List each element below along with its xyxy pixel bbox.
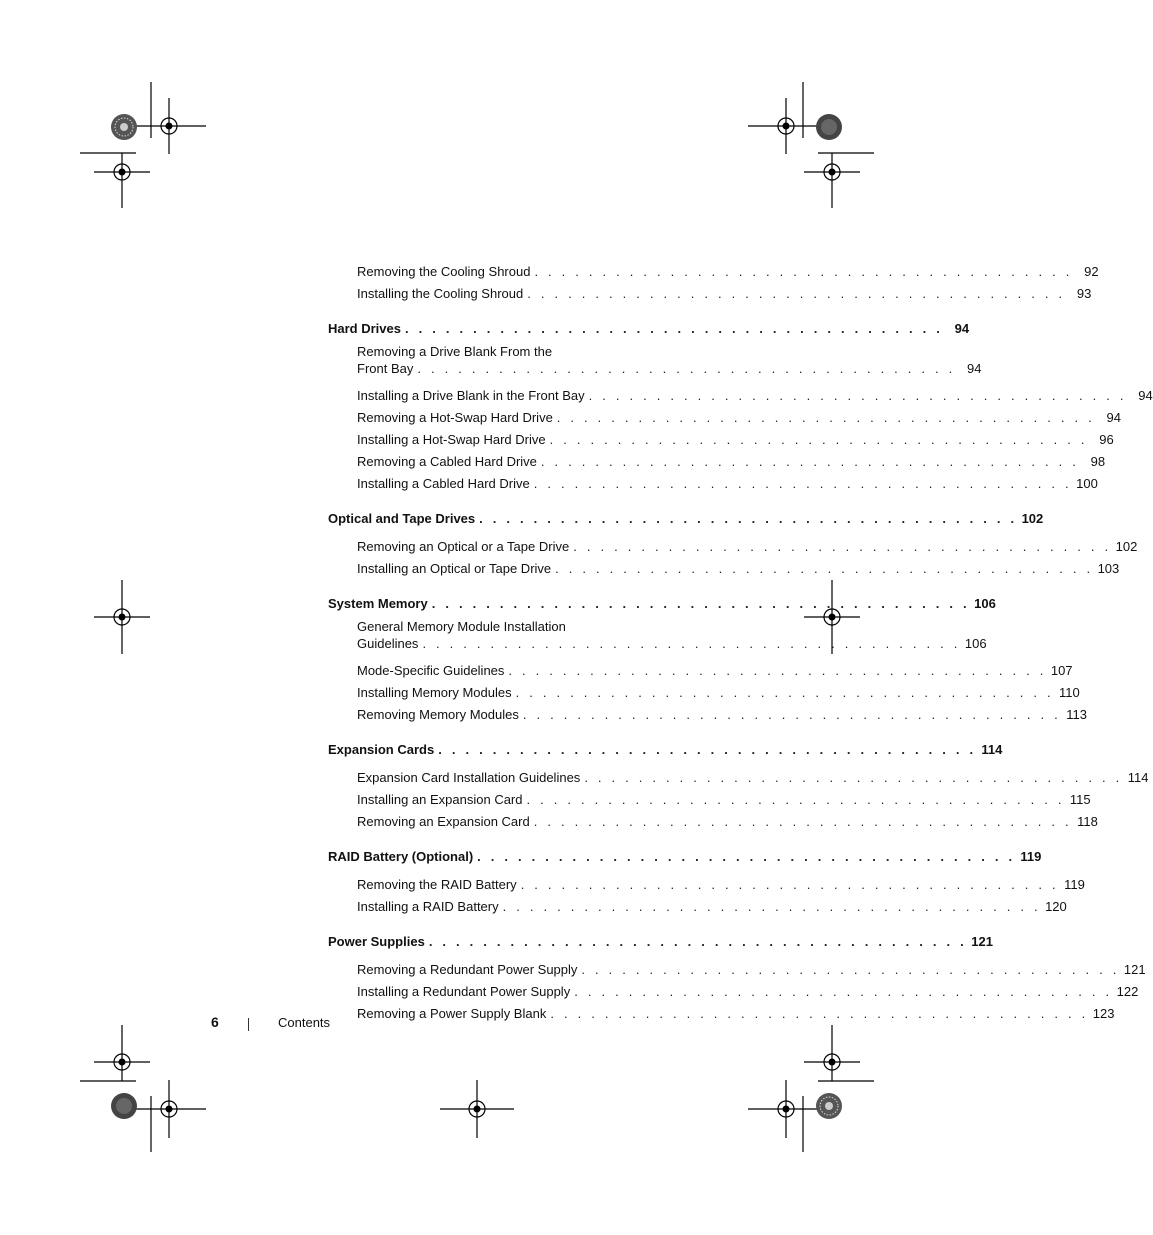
toc-entry-title: Removing the RAID Battery — [357, 877, 517, 892]
toc-entry-title: Removing an Expansion Card — [357, 814, 530, 829]
toc-page-number: 113 — [1066, 707, 1087, 722]
toc-subentry[interactable] — [328, 978, 1139, 1000]
toc-page-number: 96 — [1099, 432, 1114, 447]
toc-entry-title: RAID Battery (Optional) — [328, 849, 474, 864]
dot-leader: . . . . . . . . . . . . . . . . . . . . . . . . . . . . . . . . . . . . . . . . — [556, 410, 1095, 425]
toc-entry-title: Removing the Cooling Shroud — [357, 264, 531, 279]
toc-page-number: 100 — [1076, 476, 1098, 491]
toc-subentry[interactable] — [328, 426, 1114, 448]
dot-leader: . . . . . . . . . . . . . . . . . . . . . . . . . . . . . . . . . . . . . . . . — [533, 814, 1072, 829]
toc-subentry[interactable] — [328, 871, 1085, 893]
toc-subentry[interactable] — [328, 679, 1080, 701]
dot-leader: . . . . . . . . . . . . . . . . . . . . . . . . . . . . . . . . . . . . . . . . — [417, 361, 956, 376]
dot-leader: . . . . . . . . . . . . . . . . . . . . . . . . . . . . . . . . . . . . . . . . — [573, 539, 1112, 554]
dot-leader: . . . . . . . . . . . . . . . . . . . . . . . . . . . . . . . . . . . . . . . . — [422, 636, 961, 651]
toc-section-entry[interactable] — [328, 320, 970, 337]
toc-entry-title: Installing an Expansion Card — [357, 792, 523, 807]
toc-page-number: 114 — [1127, 770, 1149, 785]
toc-page-number: 94 — [1106, 410, 1121, 425]
toc-page-number: 120 — [1045, 899, 1067, 914]
toc-page-number: 119 — [1020, 849, 1042, 864]
dot-leader: . . . . . . . . . . . . . . . . . . . . . . . . . . . . . . . . . . . . . . . . — [502, 899, 1041, 914]
toc-entry-title: System Memory — [328, 596, 428, 611]
toc-subentry[interactable] — [328, 808, 1098, 830]
toc-page-number: 106 — [974, 596, 996, 611]
toc-page-number: 114 — [981, 742, 1003, 757]
dot-leader: . . . . . . . . . . . . . . . . . . . . . . . . . . . . . . . . . . . . . . . . — [534, 264, 1073, 279]
dot-leader: . . . . . . . . . . . . . . . . . . . . . . . . . . . . . . . . . . . . . . . . — [477, 849, 1016, 864]
table-of-contents — [328, 258, 1153, 1022]
dot-leader: . . . . . . . . . . . . . . . . . . . . . . . . . . . . . . . . . . . . . . . . — [574, 984, 1113, 999]
toc-section-entry[interactable] — [328, 848, 1042, 865]
toc-subentry[interactable] — [328, 1000, 1115, 1022]
toc-entry-title: Mode-Specific Guidelines — [357, 663, 505, 678]
toc-subentry[interactable] — [328, 258, 1099, 280]
toc-entry-title-line2: Guidelines — [357, 636, 419, 651]
toc-entry-title: Installing the Cooling Shroud — [357, 286, 524, 301]
dot-leader: . . . . . . . . . . . . . . . . . . . . . . . . . . . . . . . . . . . . . . . . — [522, 707, 1061, 722]
toc-entry-title: Installing a Cabled Hard Drive — [357, 476, 530, 491]
toc-page-number: 93 — [1076, 286, 1092, 301]
dot-leader: . . . . . . . . . . . . . . . . . . . . . . . . . . . . . . . . . . . . . . . . — [533, 476, 1072, 491]
toc-entry-title: Expansion Cards — [328, 742, 435, 757]
toc-subentry[interactable] — [328, 382, 1153, 404]
toc-page-number: 123 — [1092, 1006, 1115, 1021]
dot-leader: . . . . . . . . . . . . . . . . . . . . . . . . . . . . . . . . . . . . . . . . — [431, 596, 970, 611]
toc-page-number: 115 — [1069, 792, 1091, 807]
toc-page-number: 92 — [1084, 264, 1099, 279]
running-footer-title: Contents — [278, 1015, 331, 1030]
toc-entry-title: Removing a Cabled Hard Drive — [357, 454, 537, 469]
toc-page-number: 94 — [967, 361, 982, 376]
toc-page-number: 106 — [964, 636, 987, 651]
toc-page-number: 119 — [1064, 877, 1085, 892]
toc-subentry[interactable] — [328, 533, 1138, 555]
toc-entry-title: Removing a Redundant Power Supply — [357, 962, 578, 977]
toc-entry-title: Removing an Optical or a Tape Drive — [357, 539, 570, 554]
toc-entry-title-line1: Removing a Drive Blank From the — [357, 344, 553, 359]
toc-entry-title-line2: Front Bay — [357, 361, 414, 376]
toc-subentry[interactable] — [328, 701, 1087, 723]
toc-subentry[interactable] — [328, 470, 1098, 492]
footer-divider — [248, 1018, 249, 1031]
toc-entry-title: Installing an Optical or Tape Drive — [357, 561, 552, 576]
toc-entry-title: Installing Memory Modules — [357, 685, 512, 700]
toc-entry-title: Installing a Drive Blank in the Front Bay — [357, 388, 585, 403]
toc-entry-title: Hard Drives — [328, 321, 401, 336]
dot-leader: . . . . . . . . . . . . . . . . . . . . . . . . . . . . . . . . . . . . . . . . — [479, 511, 1018, 526]
dot-leader: . . . . . . . . . . . . . . . . . . . . . . . . . . . . . . . . . . . . . . . . — [404, 321, 944, 336]
dot-leader: . . . . . . . . . . . . . . . . . . . . . . . . . . . . . . . . . . . . . . . . — [540, 454, 1080, 469]
dot-leader: . . . . . . . . . . . . . . . . . . . . . . . . . . . . . . . . . . . . . . . . — [550, 1006, 1089, 1021]
dot-leader: . . . . . . . . . . . . . . . . . . . . . . . . . . . . . . . . . . . . . . . . — [438, 742, 977, 757]
toc-entry-title: Installing a RAID Battery — [357, 899, 499, 914]
dot-leader: . . . . . . . . . . . . . . . . . . . . . . . . . . . . . . . . . . . . . . . . — [520, 877, 1059, 892]
toc-entry-title: Installing a Redundant Power Supply — [357, 984, 571, 999]
toc-page-number: 121 — [971, 934, 993, 949]
toc-page-number: 107 — [1050, 663, 1073, 678]
toc-entry-title: Expansion Card Installation Guidelines — [357, 770, 581, 785]
toc-subentry[interactable] — [328, 404, 1121, 426]
dot-leader: . . . . . . . . . . . . . . . . . . . . . . . . . . . . . . . . . . . . . . . . — [526, 792, 1065, 807]
toc-page-number: 121 — [1123, 962, 1146, 977]
toc-subentry[interactable] — [328, 956, 1146, 978]
toc-section-entry[interactable] — [328, 741, 1003, 758]
dot-leader: . . . . . . . . . . . . . . . . . . . . . . . . . . . . . . . . . . . . . . . . — [581, 962, 1120, 977]
toc-entry-title: Optical and Tape Drives — [328, 511, 476, 526]
toc-page-number: 122 — [1116, 984, 1139, 999]
dot-leader: . . . . . . . . . . . . . . . . . . . . . . . . . . . . . . . . . . . . . . . . — [588, 388, 1127, 403]
dot-leader: . . . . . . . . . . . . . . . . . . . . . . . . . . . . . . . . . . . . . . . . — [527, 286, 1066, 301]
toc-page-number: 102 — [1115, 539, 1138, 554]
toc-page-number: 98 — [1090, 454, 1106, 469]
dot-leader: . . . . . . . . . . . . . . . . . . . . . . . . . . . . . . . . . . . . . . . . — [508, 663, 1047, 678]
toc-page-number: 103 — [1097, 561, 1120, 576]
toc-section-entry[interactable] — [328, 510, 1044, 527]
toc-page-number: 110 — [1059, 685, 1080, 700]
toc-subentry[interactable] — [328, 555, 1120, 577]
toc-entry-title: Removing a Hot-Swap Hard Drive — [357, 410, 553, 425]
toc-entry-title: Removing Memory Modules — [357, 707, 519, 722]
dot-leader: . . . . . . . . . . . . . . . . . . . . . . . . . . . . . . . . . . . . . . . . — [555, 561, 1094, 576]
toc-page-number: 102 — [1021, 511, 1044, 526]
toc-subentry[interactable] — [328, 448, 1106, 470]
toc-section-entry[interactable] — [328, 595, 996, 612]
toc-entry-title: Power Supplies — [328, 934, 425, 949]
dot-leader: . . . . . . . . . . . . . . . . . . . . . . . . . . . . . . . . . . . . . . . . — [584, 770, 1123, 785]
toc-section-entry[interactable] — [328, 933, 993, 950]
toc-subentry[interactable] — [328, 618, 987, 657]
toc-entry-title-line1: General Memory Module Installation — [357, 619, 566, 634]
toc-page-number: 94 — [954, 321, 970, 336]
dot-leader: . . . . . . . . . . . . . . . . . . . . . . . . . . . . . . . . . . . . . . . . — [428, 934, 967, 949]
toc-entry-title: Removing a Power Supply Blank — [357, 1006, 547, 1021]
toc-page-number: 118 — [1077, 814, 1098, 829]
toc-subentry[interactable] — [328, 764, 1149, 786]
page-number: 6 — [211, 1014, 219, 1030]
toc-subentry[interactable] — [328, 280, 1092, 302]
toc-subentry[interactable] — [328, 657, 1073, 679]
toc-subentry[interactable] — [328, 343, 982, 382]
toc-entry-title: Installing a Hot-Swap Hard Drive — [357, 432, 546, 447]
dot-leader: . . . . . . . . . . . . . . . . . . . . . . . . . . . . . . . . . . . . . . . . — [515, 685, 1054, 700]
toc-subentry[interactable] — [328, 893, 1067, 915]
dot-leader: . . . . . . . . . . . . . . . . . . . . . . . . . . . . . . . . . . . . . . . . — [549, 432, 1088, 447]
toc-subentry[interactable] — [328, 786, 1091, 808]
toc-page-number: 94 — [1138, 388, 1153, 403]
